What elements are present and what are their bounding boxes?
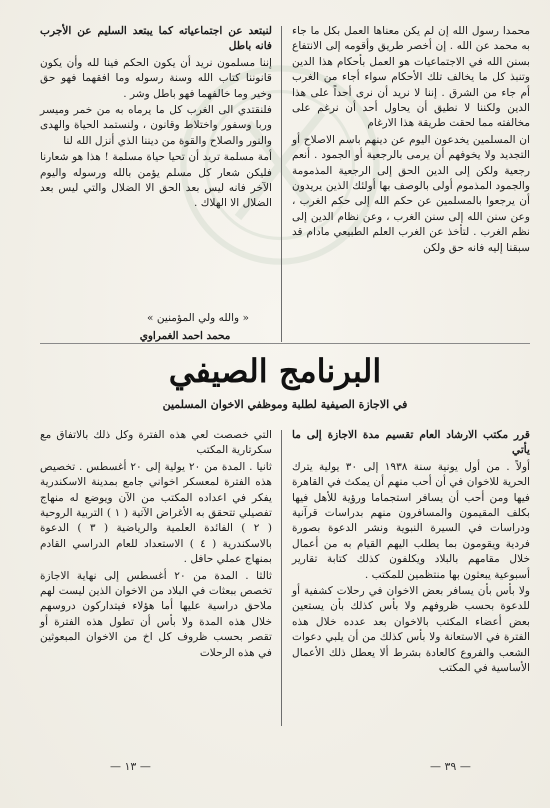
paragraph: قرر مكتب الارشاد العام تقسيم مدة الاجازة إلى ما يأتي [292, 429, 530, 457]
paragraph: إننا مسلمون نريد أن يكون الحكم فينا لله وأن يكون قانوننا كتاب الله وسنة رسوله وما افقهما فهو حق وخير وما خالفهما فهو باطل وشر . [40, 56, 272, 100]
quranic-verse: « والله ولي المؤمنين » [147, 312, 249, 324]
paragraph: ولا بأس بأن يسافر بعض الاخوان في رحلات كشفية أو للدعوة بحسب ظروفهم ولا بأس كذلك بأن يستعين بعض أعضاء المكتب بالاخوان بعد عدده خلال هذه الفترة في الاستعانة ولا بأس كذلك من أن يلبي دعوات الشعب والفروع كالعادة بشرط ألا يعطل ذلك الأعمال الأساسية في المكتب [292, 585, 530, 675]
paragraph: ثالثا . المدة من ٢٠ أغسطس إلى نهاية الاجازة تخصص ببعثات في البلاد من الاخوان الذين ليست لهم ملاحق دراسية عليها أما هؤلاء فيتداركون دروسهم خلال هذه المدة ولا بأس أن تطول هذه الفترة أو تقصر بحسب ظروف كل اخ من الاخوان المبعوثين في هذه الرحلات [40, 569, 273, 659]
paragraph: ان المسلمين يخدعون اليوم عن دينهم باسم الاصلاح أو التجديد ولا يخوفهم أن يرمى بالرجعية أو الجمود . أنعم رجعية ولكن إلى الدين الحق إلى الرجعية المذمومة والجمود المذموم أولى بالوصف بها أولئك الذين يريدون أن يرجعوا بالمسلمين عن حكم الله إلى حكم الغرب ، وعن سنن الله إلى سنن الغرب ، وعن نظام الدين إلى نظم الغرب . لتأخذ عن الغرب العلم الطبيعي مادام قد سبقنا إليه فانه حق ولكن [292, 133, 530, 254]
page-number-right: — ٣٩ — [430, 760, 471, 773]
paragraph: التي خصصت لعي هذه الفترة وكل ذلك بالاتفاق مع سكرتارية المكتب [40, 429, 272, 457]
bottom-left-column [40, 428, 272, 662]
section-subtitle: في الاجازة الصيفية لطلبة وموظفي الاخوان المسلمين [162, 398, 408, 411]
top-right-column [292, 24, 530, 257]
page-number-left: — ١٣ — [110, 760, 151, 773]
top-left-column [40, 24, 272, 213]
paragraph: أمة مسلمة تريد أن تحيا حياة مسلمة ! هذا هو شعارنا فليكن شعار كل مسلم يؤمن بالله ورسوله واليوم الآخر فانه ليس بعد الحق الا الضلال والتي ليس بعد الضلال الا الهلاك . [40, 151, 272, 210]
paragraph: فلنقتدي الى الغرب كل ما يرماه به من خمر وميسر وربا وسفور واختلاط وقانون ، ولنستمد الحياة والهدى والنور والصلاح والقوة من ديننا الذي أنزل الله لنا [40, 104, 272, 147]
paragraph: لنبتعد عن اجتماعياته كما يبتعد السليم عن الأجرب فانه باطل [40, 25, 272, 53]
paragraph: أولاً . من أول يونية سنة ١٩٣٨ إلى ٣٠ يولية يترك الحرية للاخوان في أن أحب منهم أن يمكث في القاهرة فيها ومن أحب أن يسافر استجماما ورؤية للأهل فيها بكلف المقيمون والمسافرون منهم بدراسات قرآنية ودراسات في السيرة النبوية ونشر الدعوة بصورة فردية ويقومون بما يطلب اليهم القيام به من أعمال خلال مقامهم بالبلاد ويكلفون كذلك كتابة تقارير أسبوعية يبعثون بها منتظمين للمكتب . [292, 460, 530, 581]
bottom-right-column [292, 428, 530, 678]
section-title: البرنامج الصيفي [168, 352, 382, 390]
section-rule [40, 343, 530, 344]
paragraph: محمدا رسول الله إن لم يكن معناها العمل بكل ما جاء به محمد عن الله . إن أخصر طريق وأقومه إلى الانتفاع بسنن الله في الاجتماعيات هو العمل بأحكام هذا الدين وتنبذ كل ما يخالف تلك الأحكام سواء أجاء من الغرب أم جاء من الشرق . إننا لا نريد أن نرى أحداً على هذا الدين ولكننا لا نطيق أن يحاول أحد أن نرغم على مخالفته مما لحقت طريقة هذا الارغام [292, 25, 530, 130]
column-divider [281, 430, 282, 726]
paragraph: ثانيا . المدة من ٢٠ يولية إلى ٢٠ أغسطس . تخصيص هذه الفترة لمعسكر اخواني جامع بمدينة الاسكندرية يفكر في اعداده المكتب من الآن ويوضع له منهاج تفصيلي تتحقق به الأغراض الآتية ( ١ ) التربية الروحية ( ٢ ) الفائدة العلمية والرياضية ( ٣ ) الدعوة بالاسكندرية ( ٤ ) الاستعداد للعام الدراسي القادم بمنهاج عملي حافل . [40, 460, 272, 566]
column-divider [281, 26, 282, 342]
author-signature: محمد احمد الغمراوي [139, 330, 231, 342]
